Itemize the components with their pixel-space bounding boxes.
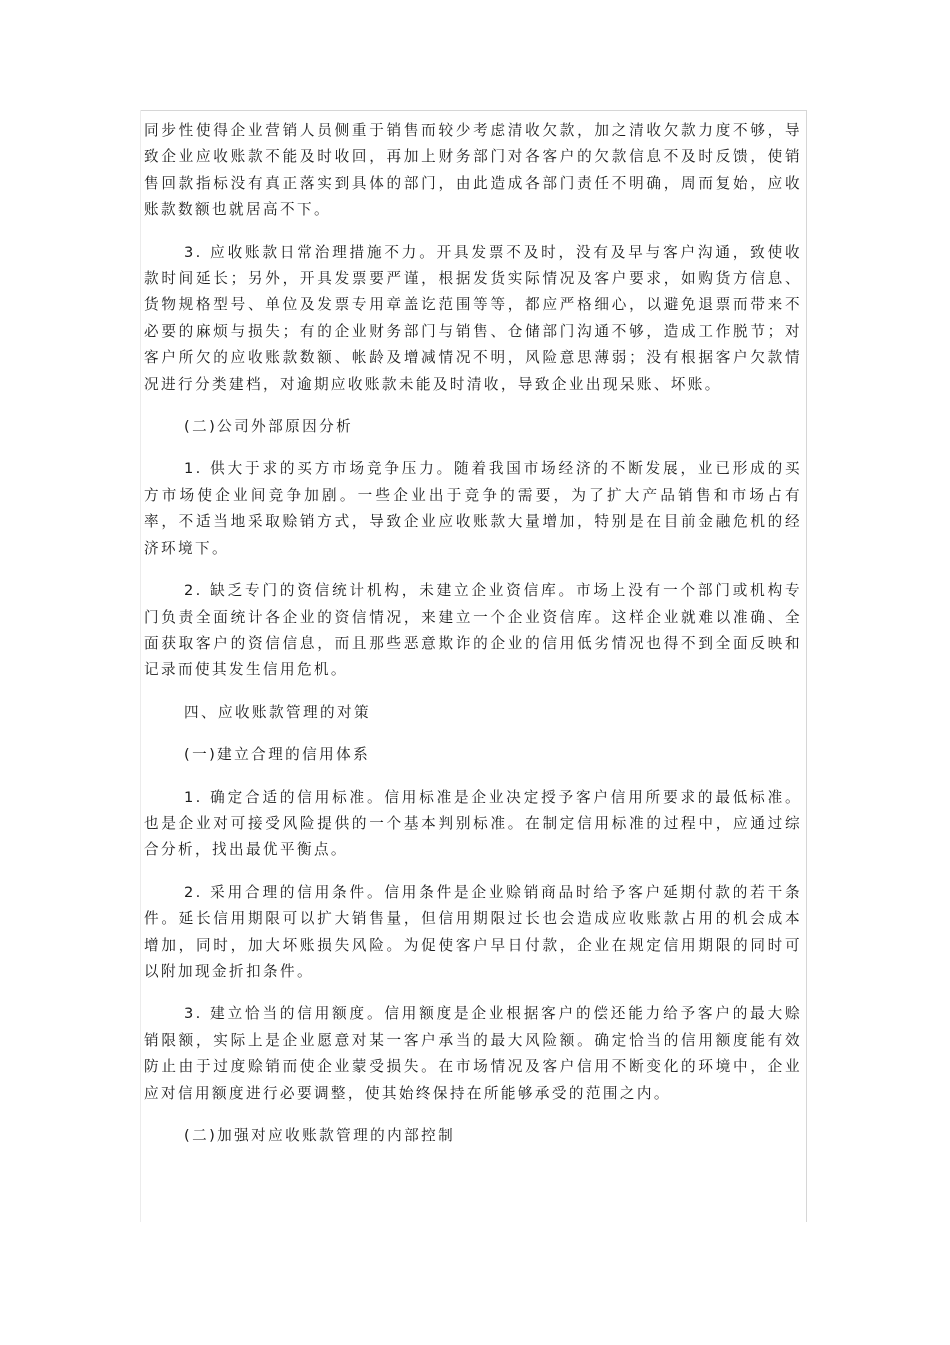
- paragraph-continuation: 同步性使得企业营销人员侧重于销售而较少考虑清收欠款，加之清收欠款力度不够，导致企业应收账款不能及时收回，再加上财务部门对各客户的欠款信息不及时反馈，使销售回款指标没有真正落实到具体的部门，由此造成各部门责任不明确，周而复始，应收账款数额也就居高不下。: [144, 122, 802, 219]
- page-border-right: [806, 110, 807, 1222]
- page-border-left: [140, 110, 141, 1222]
- section-heading-external-causes: (二)公司外部原因分析: [184, 418, 354, 436]
- paragraph-external-cause-1: 1. 供大于求的买方市场竞争压力。随着我国市场经济的不断发展，业已形成的买方市场使企业间竞争加剧。一些企业出于竞争的需要，为了扩大产品销售和市场占有率，不适当地采取赊销方式，导致企业应收账款大量增加，特别是在目前金融危机的经济环境下。: [144, 460, 802, 557]
- section-heading-credit-system: (一)建立合理的信用体系: [184, 746, 371, 764]
- page-border-top: [140, 110, 807, 111]
- paragraph-credit-terms: 2. 采用合理的信用条件。信用条件是企业赊销商品时给予客户延期付款的若干条件。延长信用期限可以扩大销售量，但信用期限过长也会造成应收账款占用的机会成本增加，同时，加大坏账损失风险。为促使客户早日付款，企业在规定信用期限的同时可以附加现金折扣条件。: [144, 883, 802, 980]
- chapter-heading-countermeasures: 四、应收账款管理的对策: [184, 703, 371, 721]
- paragraph-credit-limit: 3. 建立恰当的信用额度。信用额度是企业根据客户的偿还能力给予客户的最大赊销限额，实际上是企业愿意对某一客户承当的最大风险额。确定恰当的信用额度能有效防止由于过度赊销而使企业蒙受损失。在市场情况及客户信用不断变化的环境中，企业应对信用额度进行必要调整，使其始终保持在所能够承受的范围之内。: [144, 1005, 802, 1102]
- paragraph-internal-cause-3: 3. 应收账款日常治理措施不力。开具发票不及时，没有及早与客户沟通，致使收款时间延长；另外，开具发票要严谨，根据发货实际情况及客户要求，如购货方信息、货物规格型号、单位及发票专用章盖讫范围等等，都应严格细心，以避免退票而带来不必要的麻烦与损失；有的企业财务部门与销售、仓储部门沟通不够，造成工作脱节；对客户所欠的应收账款数额、帐龄及增减情况不明，风险意思薄弱；没有根据客户欠款情况进行分类建档，对逾期应收账款未能及时清收，导致企业出现呆账、坏账。: [144, 243, 802, 393]
- paragraph-credit-standard: 1. 确定合适的信用标准。信用标准是企业决定授予客户信用所要求的最低标准。也是企业对可接受风险提供的一个基本判别标准。在制定信用标准的过程中，应通过综合分析，找出最优平衡点。: [144, 788, 802, 859]
- document-body: [144, 118, 802, 1165]
- section-heading-internal-control: (二)加强对应收账款管理的内部控制: [184, 1127, 456, 1144]
- paragraph-external-cause-2: 2. 缺乏专门的资信统计机构，未建立企业资信库。市场上没有一个部门或机构专门负责全面统计各企业的资信情况，来建立一个企业资信库。这样企业就难以准确、全面获取客户的资信信息，而且那些恶意欺诈的企业的信用低劣情况也得不到全面反映和记录而使其发生信用危机。: [144, 582, 802, 679]
